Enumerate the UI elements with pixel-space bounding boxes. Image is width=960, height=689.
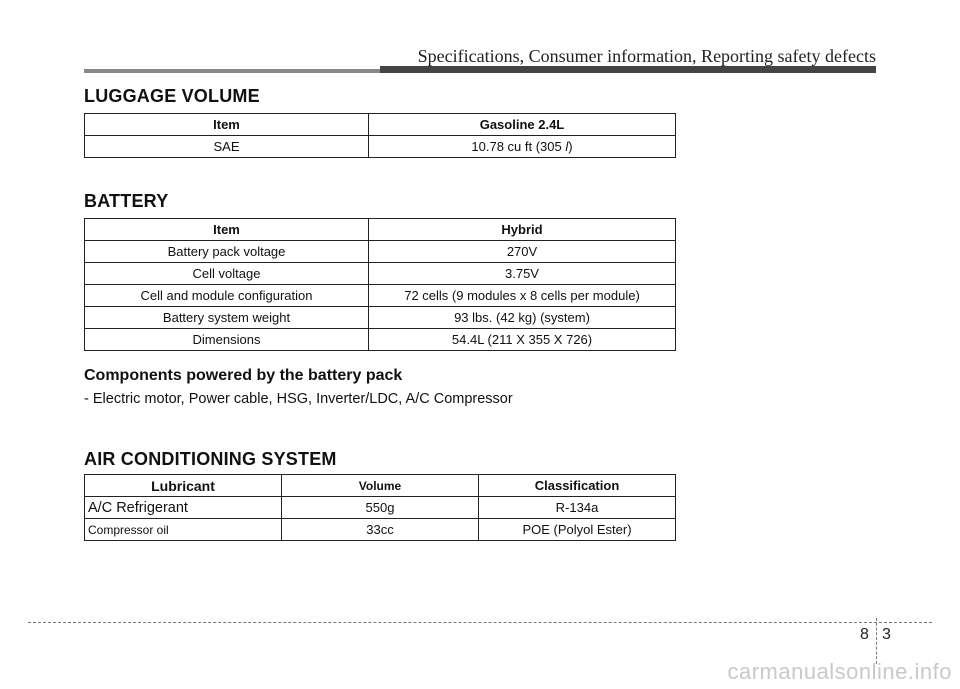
components-subtitle: Components powered by the battery pack: [84, 367, 403, 384]
table-cell: 33cc: [282, 519, 479, 541]
luggage-table: [84, 113, 676, 158]
aircon-section-title: AIR CONDITIONING SYSTEM: [84, 449, 337, 469]
table-row: [85, 241, 676, 263]
page-number-divider: [876, 618, 877, 664]
table-cell: POE (Polyol Ester): [479, 519, 676, 541]
table-row: [85, 136, 676, 158]
battery-section-title: BATTERY: [84, 191, 169, 211]
table-cell: SAE: [85, 136, 369, 158]
table-cell: [369, 136, 676, 158]
luggage-section-title: LUGGAGE VOLUME: [84, 86, 260, 106]
table-cell: Dimensions: [85, 329, 369, 351]
table-header-cell: Gasoline 2.4L: [369, 114, 676, 136]
watermark: carmanualsonline.info: [727, 659, 952, 684]
table-row: [85, 263, 676, 285]
table-cell-text: ): [568, 139, 573, 154]
table-cell: Battery pack voltage: [85, 241, 369, 263]
table-row: [85, 519, 676, 541]
footer-rule: [28, 622, 932, 623]
table-cell: Cell and module configuration: [85, 285, 369, 307]
table-row: [85, 497, 676, 519]
table-header-cell: Item: [85, 219, 369, 241]
table-cell: 270V: [369, 241, 676, 263]
table-header-row: [85, 475, 676, 497]
table-header-cell: Volume: [282, 475, 479, 497]
chapter-number: 8: [860, 626, 869, 643]
table-cell: 54.4L (211 X 355 X 726): [369, 329, 676, 351]
running-header: Specifications, Consumer information, Reporting safety defects: [417, 46, 876, 66]
table-header-cell: Item: [85, 114, 369, 136]
table-cell: 3.75V: [369, 263, 676, 285]
table-header-cell: Hybrid: [369, 219, 676, 241]
table-cell: Compressor oil: [85, 519, 282, 541]
battery-table: [84, 218, 676, 351]
table-header-cell: Classification: [479, 475, 676, 497]
table-cell: 93 lbs. (42 kg) (system): [369, 307, 676, 329]
table-header-row: [85, 219, 676, 241]
page-number: 3: [882, 626, 891, 643]
table-cell: Battery system weight: [85, 307, 369, 329]
table-cell: Cell voltage: [85, 263, 369, 285]
table-row: [85, 329, 676, 351]
components-list-text: - Electric motor, Power cable, HSG, Inverter/LDC, A/C Compressor: [84, 391, 513, 407]
table-cell: 550g: [282, 497, 479, 519]
table-cell: A/C Refrigerant: [85, 497, 282, 519]
table-cell: 72 cells (9 modules x 8 cells per module): [369, 285, 676, 307]
aircon-table: [84, 474, 676, 541]
table-cell: R-134a: [479, 497, 676, 519]
table-header-cell: Lubricant: [85, 475, 282, 497]
table-header-row: [85, 114, 676, 136]
header-rule-accent: [380, 66, 876, 73]
table-row: [85, 307, 676, 329]
table-row: [85, 285, 676, 307]
liter-symbol: l: [565, 139, 569, 154]
table-cell-text: 10.78 cu ft (305: [471, 139, 566, 154]
